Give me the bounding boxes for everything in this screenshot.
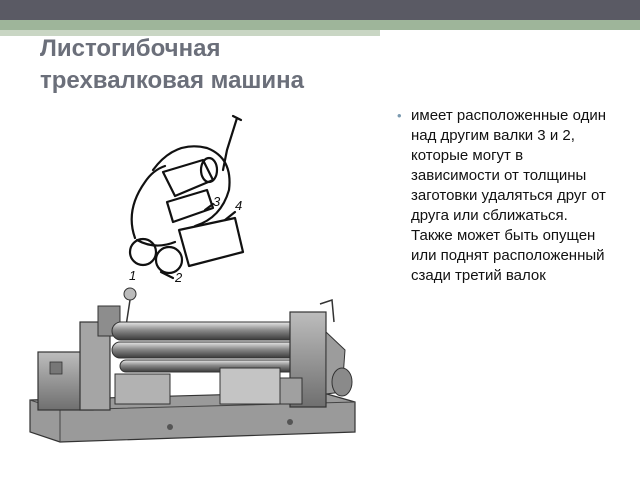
bullet-item: [397, 106, 607, 286]
roll-label-3: 3: [213, 194, 221, 209]
bullet-dot-icon: •: [397, 108, 402, 123]
slide-title-line-1: Листогибочная: [40, 35, 221, 62]
bullet-text: имеет расположенные один над другим валки 3 и 2, которые могут в зависимости от толщины заготовки удаляться друг от друга или сближаться. Также может быть опущен или поднят расположенный сзади третий валок: [411, 107, 606, 284]
roll-label-2: 2: [175, 270, 183, 285]
slide-title-line-2: трехвалковая машина: [40, 67, 305, 94]
roll-schematic-illustration: [95, 110, 265, 285]
sheet-label-4: 4: [235, 198, 243, 213]
header-accent-stripe: [0, 20, 640, 30]
header-bar: [0, 0, 640, 20]
bending-machine-illustration: [20, 282, 360, 452]
bullet-list: [397, 106, 607, 286]
roll-label-1: 1: [129, 268, 137, 283]
slide-title: [40, 33, 380, 97]
